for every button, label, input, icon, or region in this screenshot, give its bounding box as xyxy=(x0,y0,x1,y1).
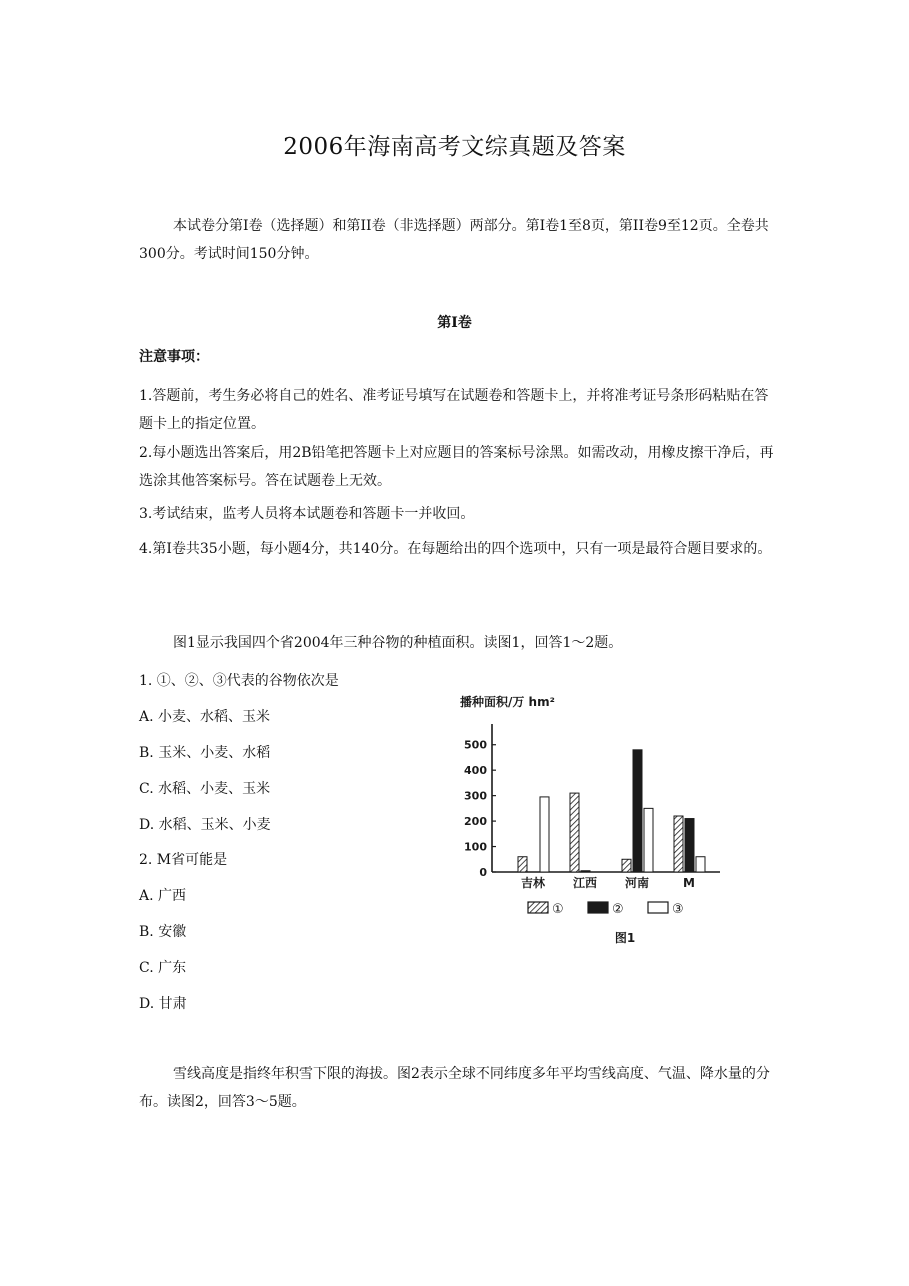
y-tick-label: 500 xyxy=(464,738,487,752)
figure1-intro: 图1显示我国四个省2004年三种谷物的种植面积。读图1，回答1～2题。 xyxy=(173,635,623,651)
exam-intro: 本试卷分第I卷（选择题）和第II卷（非选择题）两部分。第I卷1至8页，第II卷9至12页。全卷共300分。考试时间150分钟。 xyxy=(139,218,769,262)
bar xyxy=(622,859,631,872)
bar xyxy=(685,819,694,872)
figure-1-chart xyxy=(450,692,740,954)
notice-heading: 注意事项： xyxy=(139,349,209,365)
question-1-option-c: C. 水稻、小麦、玉米 xyxy=(139,781,271,797)
y-axis-label: 播种面积/万 hm² xyxy=(460,695,555,709)
figure2-intro: 雪线高度是指终年积雪下限的海拔。图2表示全球不同纬度多年平均雪线高度、气温、降水量的分布。读图2，回答3～5题。 xyxy=(139,1066,770,1110)
notice-item: 1.答题前，考生务必将自己的姓名、准考证号填写在试题卷和答题卡上，并将准考证号条形码粘贴在答题卡上的指定位置。 xyxy=(139,388,769,432)
question-2-option-d: D. 甘肃 xyxy=(139,996,187,1012)
bar xyxy=(696,857,705,872)
bar xyxy=(644,808,653,872)
bar-chart-svg xyxy=(450,692,740,954)
y-tick-label: 200 xyxy=(464,815,487,829)
y-tick-label: 100 xyxy=(464,840,487,854)
y-tick-label: 400 xyxy=(464,764,487,778)
bar xyxy=(570,793,579,872)
question-2-option-c: C. 广东 xyxy=(139,960,187,976)
notice-item: 4.第I卷共35小题，每小题4分，共140分。在每题给出的四个选项中，只有一项是最符合题目要求的。 xyxy=(139,541,772,557)
bar xyxy=(674,816,683,872)
question-1-stem: 1. ①、②、③代表的谷物依次是 xyxy=(139,673,339,689)
question-1-option-d: D. 水稻、玉米、小麦 xyxy=(139,817,271,833)
question-2-stem: 2. M省可能是 xyxy=(139,852,228,868)
figure-caption: 图1 xyxy=(614,931,636,945)
legend-swatch xyxy=(588,902,608,913)
bar xyxy=(633,750,642,872)
x-tick-label: 吉林 xyxy=(520,876,546,890)
y-tick-label: 0 xyxy=(479,866,487,879)
bar xyxy=(540,797,549,872)
y-tick-label: 300 xyxy=(464,789,487,803)
notice-item: 3.考试结束，监考人员将本试题卷和答题卡一并收回。 xyxy=(139,506,475,522)
bar xyxy=(581,871,590,872)
legend-label: ① xyxy=(552,902,564,917)
question-2-option-b: B. 安徽 xyxy=(139,924,187,940)
x-tick-label: 江西 xyxy=(572,876,598,890)
question-1-option-a: A. 小麦、水稻、玉米 xyxy=(139,709,271,725)
legend-label: ② xyxy=(612,902,624,917)
question-2-option-a: A. 广西 xyxy=(139,888,187,904)
x-tick-label: 河南 xyxy=(624,876,650,890)
legend-label: ③ xyxy=(672,902,684,917)
notice-item: 2.每小题选出答案后，用2B铅笔把答题卡上对应题目的答案标号涂黑。如需改动，用橡皮擦干净后，再选涂其他答案标号。答在试题卷上无效。 xyxy=(139,445,774,489)
legend-swatch xyxy=(648,902,668,913)
question-1-option-b: B. 玉米、小麦、水稻 xyxy=(139,745,271,761)
x-tick-label: M xyxy=(683,876,695,890)
legend-swatch xyxy=(528,902,548,913)
section-title: 第I卷 xyxy=(437,315,472,331)
page-title: 2006年海南高考文综真题及答案 xyxy=(283,134,626,160)
bar xyxy=(518,857,527,872)
